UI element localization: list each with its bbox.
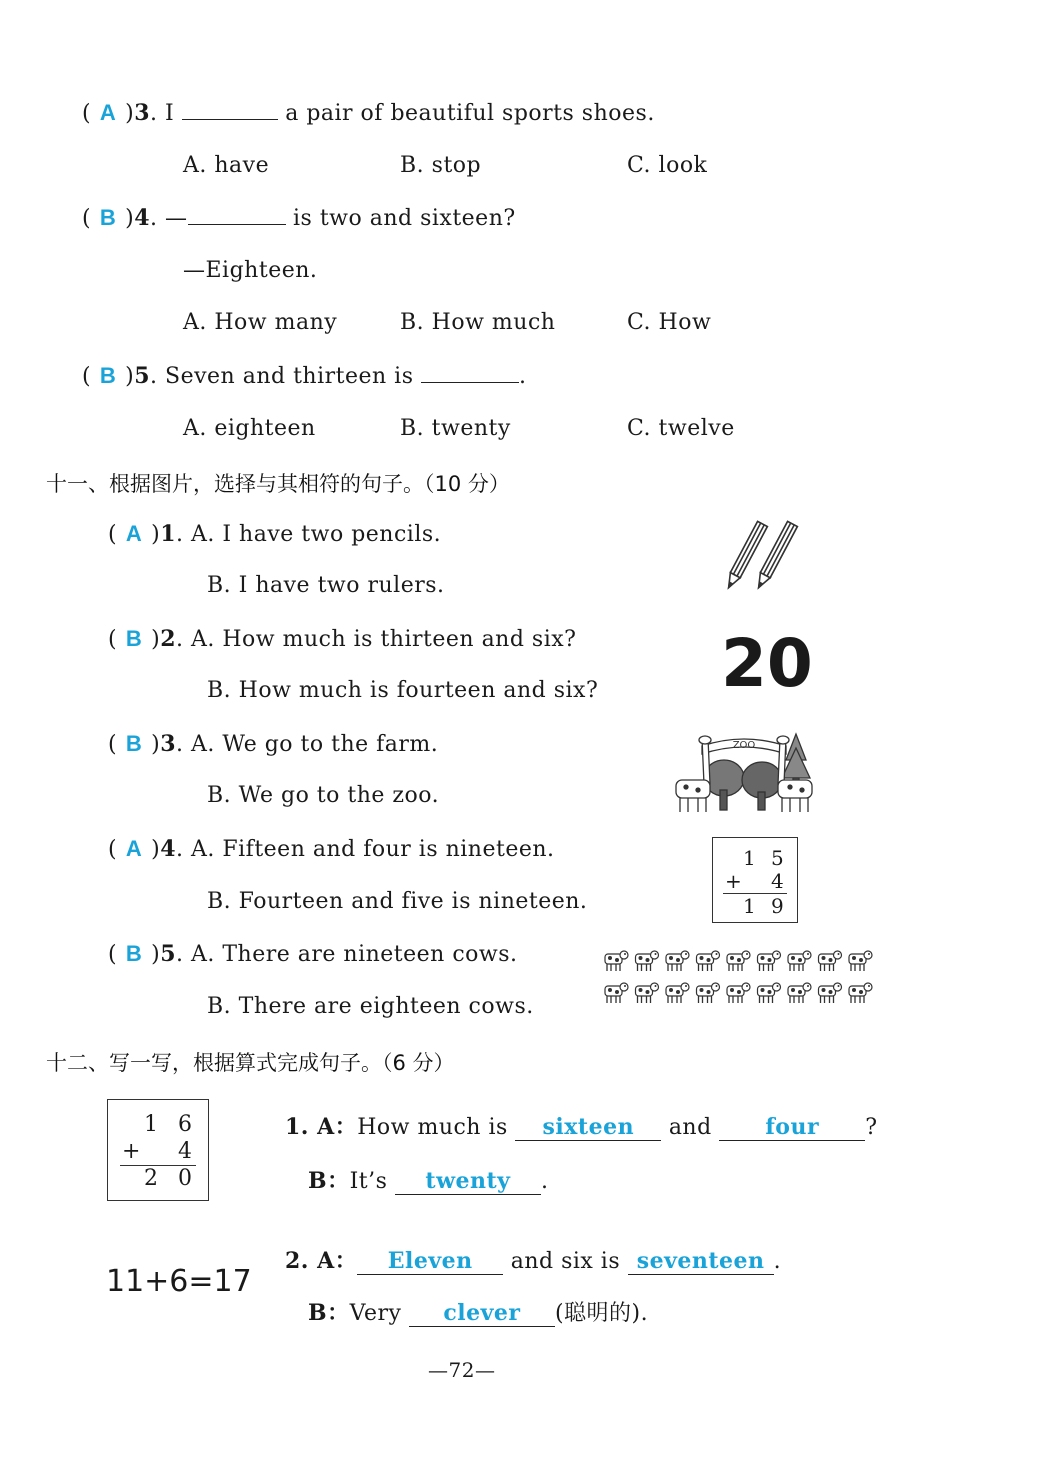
section-heading-12: 十二、写一写，根据算式完成句子。（6 分）	[46, 1051, 455, 1075]
digit: 4	[178, 1139, 192, 1164]
fill-blank[interactable]: twenty	[395, 1168, 541, 1195]
digit: 1	[144, 1112, 158, 1137]
sum-box-picture	[712, 837, 798, 923]
cow-icon	[819, 951, 842, 971]
equation: 11+6=17	[106, 1264, 252, 1299]
option-a: A. have	[183, 153, 270, 178]
question-12-2-b: B：Very clever (聪明的).	[308, 1300, 649, 1326]
digit: 9	[771, 894, 784, 918]
option-a: A. eighteen	[183, 416, 316, 441]
option-b: B. I have two rulers.	[207, 573, 445, 598]
answer-mark: B	[99, 205, 117, 230]
question-12-1-b: B：It’s twenty .	[308, 1168, 549, 1194]
fill-blank[interactable]: clever	[409, 1300, 555, 1327]
question-10-3: ( A )3. I a pair of beautiful sports shoes.	[82, 100, 655, 126]
question-text: I	[165, 101, 175, 126]
cow-icon	[636, 951, 659, 971]
cow-icon	[697, 951, 720, 971]
question-11-2: ( B )2. A. How much is thirteen and six?	[108, 626, 577, 652]
option-b: B. How much is fourteen and six?	[207, 678, 599, 703]
answer-blank[interactable]	[421, 364, 519, 383]
question-text: a pair of beautiful sports shoes.	[285, 101, 655, 126]
answer-mark: B	[125, 626, 143, 651]
digit: 0	[178, 1166, 192, 1191]
zoo-sign-text: ZOO	[732, 740, 756, 751]
cow-icon	[605, 951, 628, 971]
question-number: 3	[134, 100, 150, 126]
cow-icon	[788, 983, 811, 1003]
dash: —	[165, 206, 188, 231]
answer-blank[interactable]	[182, 101, 278, 120]
digit: 1	[743, 846, 756, 870]
answer-mark: B	[125, 731, 143, 756]
cow-icon	[819, 983, 842, 1003]
question-10-5: ( B )5. Seven and thirteen is .	[82, 363, 527, 389]
digit: 1	[743, 894, 756, 918]
option-a: A. Fifteen and four is nineteen.	[191, 837, 555, 862]
question-11-1: ( A )1. A. I have two pencils.	[108, 521, 442, 547]
answer-mark: A	[125, 521, 143, 546]
question-text: is two and sixteen?	[293, 206, 516, 231]
fill-blank[interactable]: Eleven	[357, 1248, 503, 1275]
two-pencils-picture	[722, 516, 806, 596]
question-11-4: ( A )4. A. Fifteen and four is nineteen.	[108, 836, 555, 862]
answer-mark: A	[125, 836, 143, 861]
digit: 2	[144, 1166, 158, 1191]
question-11-3: ( B )3. A. We go to the farm.	[108, 731, 439, 757]
option-a: A. How many	[183, 310, 338, 335]
question-text: Seven and thirteen is	[165, 364, 414, 389]
option-b: B. Fourteen and five is nineteen.	[207, 889, 588, 914]
fill-blank[interactable]: four	[719, 1114, 865, 1141]
cow-icon	[849, 983, 872, 1003]
option-b: B. There are eighteen cows.	[207, 994, 534, 1019]
digit: 5	[771, 846, 784, 870]
question-12-2-a: 2. A： Eleven and six is seventeen .	[285, 1248, 782, 1274]
cow-icon	[758, 951, 781, 971]
cow-icon	[636, 983, 659, 1003]
digit: 6	[178, 1112, 192, 1137]
option-a: A. How much is thirteen and six?	[191, 627, 577, 652]
plus-sign: +	[122, 1139, 141, 1164]
option-a: A. We go to the farm.	[191, 732, 439, 757]
question-number: 4	[134, 205, 150, 231]
answer-mark: B	[99, 363, 117, 388]
cow-icon	[605, 983, 628, 1003]
answer-mark: B	[125, 941, 143, 966]
reply-text: —Eighteen.	[183, 258, 318, 283]
fill-blank[interactable]: seventeen	[628, 1248, 774, 1275]
cow-icon	[666, 951, 689, 971]
cow-icon	[758, 983, 781, 1003]
zoo-picture	[662, 730, 824, 816]
cow-icon	[666, 983, 689, 1003]
cow-icon	[727, 983, 750, 1003]
cow-icon	[849, 951, 872, 971]
option-c: C. look	[627, 153, 708, 178]
option-c: C. twelve	[627, 416, 735, 441]
page-number: —72—	[428, 1358, 496, 1382]
option-a: A. There are nineteen cows.	[191, 942, 518, 967]
question-12-1-a: 1. A：How much is sixteen and four ?	[285, 1114, 878, 1140]
option-c: C. How	[627, 310, 712, 335]
question-10-4: ( B )4. — is two and sixteen?	[82, 205, 516, 231]
option-b: B. We go to the zoo.	[207, 783, 440, 808]
sum-box-16-4	[107, 1099, 209, 1201]
plus-sign: +	[725, 869, 742, 893]
number-picture: 20	[721, 625, 813, 702]
section-heading-11: 十一、根据图片，选择与其相符的句子。（10 分）	[46, 472, 510, 496]
cow-icon	[788, 951, 811, 971]
answer-blank[interactable]	[188, 206, 286, 225]
cow-icon	[697, 983, 720, 1003]
option-a: A. I have two pencils.	[191, 522, 442, 547]
fill-blank[interactable]: sixteen	[515, 1114, 661, 1141]
question-number: 5	[134, 363, 150, 389]
cow-icon	[727, 951, 750, 971]
digit: 4	[771, 869, 784, 893]
cows-picture	[602, 949, 878, 1011]
answer-mark: A	[99, 100, 117, 125]
option-b: B. twenty	[400, 416, 511, 441]
option-b: B. How much	[400, 310, 556, 335]
question-11-5: ( B )5. A. There are nineteen cows.	[108, 941, 518, 967]
option-b: B. stop	[400, 153, 482, 178]
